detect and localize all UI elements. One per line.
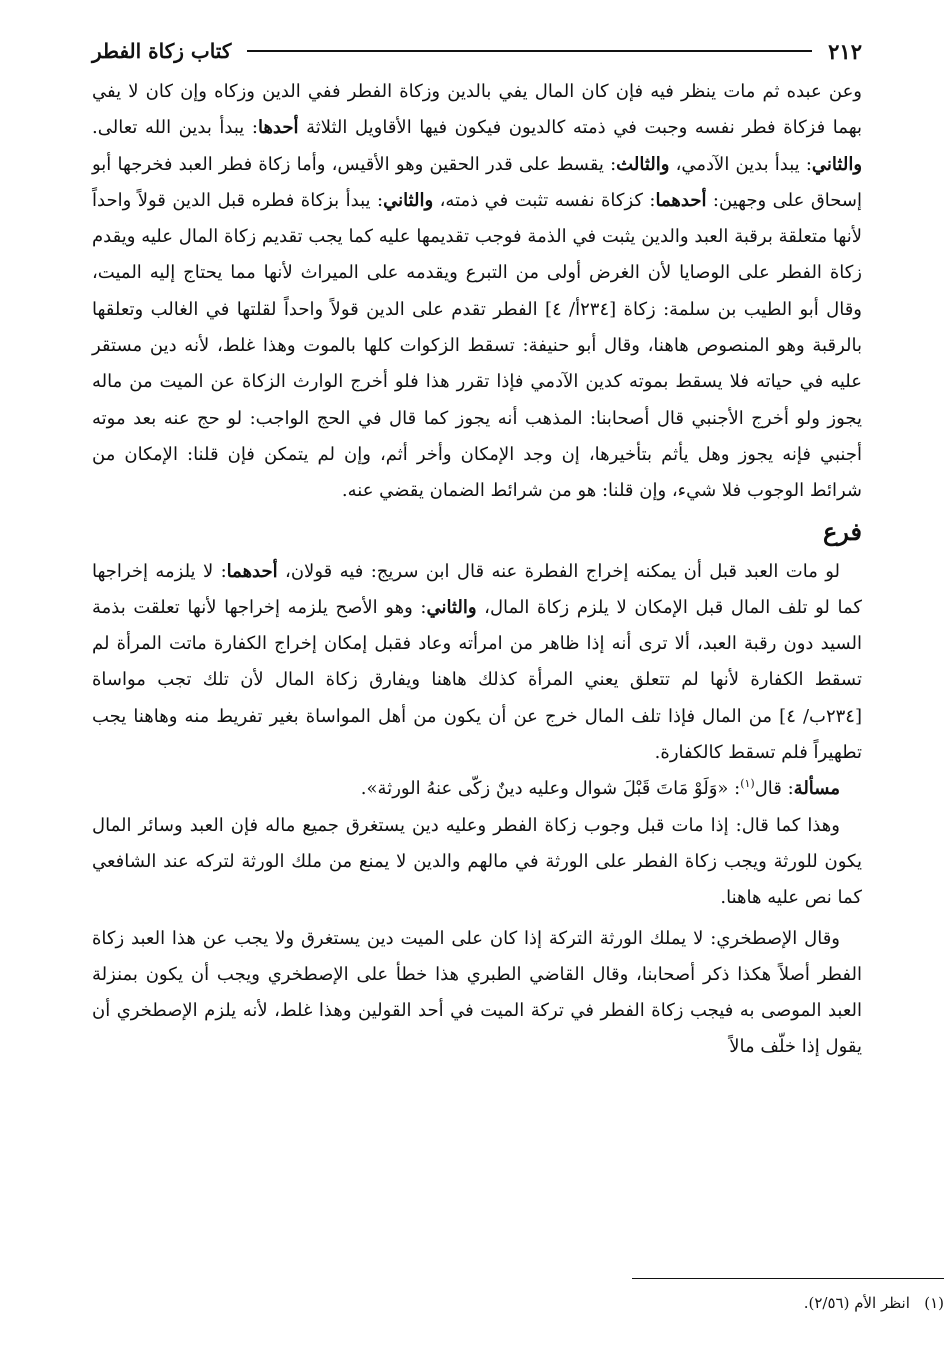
text-run: : لا يلزمه إخراجها كما لو تلف المال قبل الإمكان لا يلزم زكاة المال، <box>92 560 862 618</box>
footnote-divider <box>632 1278 944 1279</box>
bold-term: والثاني <box>426 596 477 618</box>
footnote-number: (١) <box>924 1294 944 1312</box>
page-number: ٢١٢ <box>828 38 862 64</box>
bold-term: والثالث <box>616 153 670 175</box>
text-run: لو مات العبد قبل أن يمكنه إخراج الفطرة عنه قال ابن سريج: فيه قولان، <box>277 560 841 582</box>
text-run: وعن عبده ثم مات ينظر فيه فإن كان المال يفي بالدين وزكاة الفطر ففي الدين وزكاه وإن كان لا يفي بهما فزكاة فطر نفسه وجبت في ذمته كالديون فيكون فيها الأقاويل الثلاثة <box>92 81 862 139</box>
text-run: : يبدأ بزكاة فطره قبل الدين قولاً واحداً لأنها متعلقة برقبة العبد والدين يثبت في الذمة فوجب تقديمها عليه كما يجب تقديم زكاة المال عليه ويقدم زكاة الفطر على الوصايا لأن الغرض أولى من التبرع ويقدمه على الميراث لأنها مما يحتاج إليه الميت، وقال أبو الطيب بن سلمة: زكاة <box>92 189 862 320</box>
footnote-text: انظر الأم (٢/٥٦). <box>803 1294 910 1312</box>
bold-term: والثاني <box>811 153 863 175</box>
manuscript-reference: [٢٣٤أ/ ٤] <box>544 298 617 320</box>
text-run: : قال <box>754 778 794 800</box>
bold-term: أحدهما <box>655 189 707 211</box>
running-header <box>92 28 862 74</box>
masala-label: مسألة <box>793 778 840 800</box>
paragraph-1 <box>92 74 862 510</box>
subheading: فرع <box>822 516 862 546</box>
bold-term: والثاني <box>383 189 434 211</box>
text-run: : وهو الأصح يلزمه إخراجها لأنها تعلقت بذمة السيد دون رقبة العبد، ألا ترى أنه إذا ظاهر من امرأته وعاد فقبل إمكان إخراج الكفارة ماتت المرأة لم تسقط الكفارة لأنها لم تتعلق يعني المرأة كذلك هاهنا ويفارق زكاة المال لأن تلك تجب مواساة <box>92 596 862 691</box>
paragraph-4: وقال الإصطخري: لا يملك الورثة التركة إذا كان على الميت دين يستغرق ولا يجب عن هذا العبد زكاة الفطر أصلاً هكذا ذكر أصحابنا، وقال القاضي الطبري هذا خطأ على الإصطخري ويجب أن يكون بمنزلة العبد الموصى به فيجب زكاة الفطر في تركة الميت في أحد القولين وهذا غلط، لأنه يلزم الإصطخري أن يقول إذا خلّف مالاً <box>92 927 862 1058</box>
manuscript-reference: [٢٣٤ب/ ٤] <box>779 705 862 727</box>
paragraph-3: وهذا كما قال: إذا مات قبل وجوب زكاة الفطر وعليه دين يستغرق جميع ماله فإن العبد وسائر المال يكون للورثة ويجب زكاة الفطر على الورثة في مالهم والدين لا يمنع من ملك الورثة لتركه عند الشافعي كما نص عليه هاهنا. <box>92 814 862 909</box>
footnote-marker: (١) <box>740 777 755 791</box>
text-run: : يبدأ بدين الله تعالى. <box>92 117 258 139</box>
header-rule <box>247 50 812 52</box>
page-body <box>92 74 862 1066</box>
text-run: : يبدأ بدين الآدمي، <box>669 153 812 175</box>
text-run: : يقسط على قدر الحقين وهو الأقيس، وأما زكاة فطر العبد فخرجها أبو إسحاق على وجهين: <box>92 153 862 211</box>
text-run: الفطر تقدم على الدين قولاً واحداً لقلتها في الغالب وتعلقها بالرقبة وهو المنصوص هاهنا، وقال أبو حنيفة: تسقط الزكوات كلها بالموت وهذا غلط، لأنه دين مستقر عليه في حياته فلا يسقط بموته كدين الآدمي فإذا تقرر هذا فلو أخرج الوارث الزكاة عن الميت من ماله يجوز ولو أخرج الأجنبي قال أصحابنا: المذهب أنه يجوز كما قال في الحج الواجب: لو حج عنه بعد موته أجنبي فإنه يجوز وهل يأثم بتأخيرها، إن وجد الإمكان وأخر أثم، وإن لم يتمكن فإن قلنا: الإمكان من شرائط الوجوب فلا شيء، وإن قلنا: هو من شرائط الضمان يقضي عنه. <box>92 298 862 502</box>
text-run: من المال فإذا تلف المال خرج عن أن يكون من أهل المواساة بغير تفريط منه وهاهنا يجب تطهيراً فلم تسقط كالكفارة. <box>92 705 862 764</box>
paragraph-2 <box>92 554 862 772</box>
chapter-title: كتاب زكاة الفطر <box>92 39 232 63</box>
text-run: : كزكاة نفسه تثبت في ذمته، <box>433 189 656 211</box>
bold-term: أحدهما <box>226 560 278 582</box>
quoted-text: : «وَلَوْ مَاتَ قَبْلَ شوال وعليه دينٌ زكّى عنهُ الورثة». <box>360 778 741 800</box>
masala-paragraph <box>92 771 862 807</box>
page <box>92 28 862 1066</box>
footnote <box>444 1290 944 1316</box>
bold-term: أحدها <box>257 117 299 139</box>
